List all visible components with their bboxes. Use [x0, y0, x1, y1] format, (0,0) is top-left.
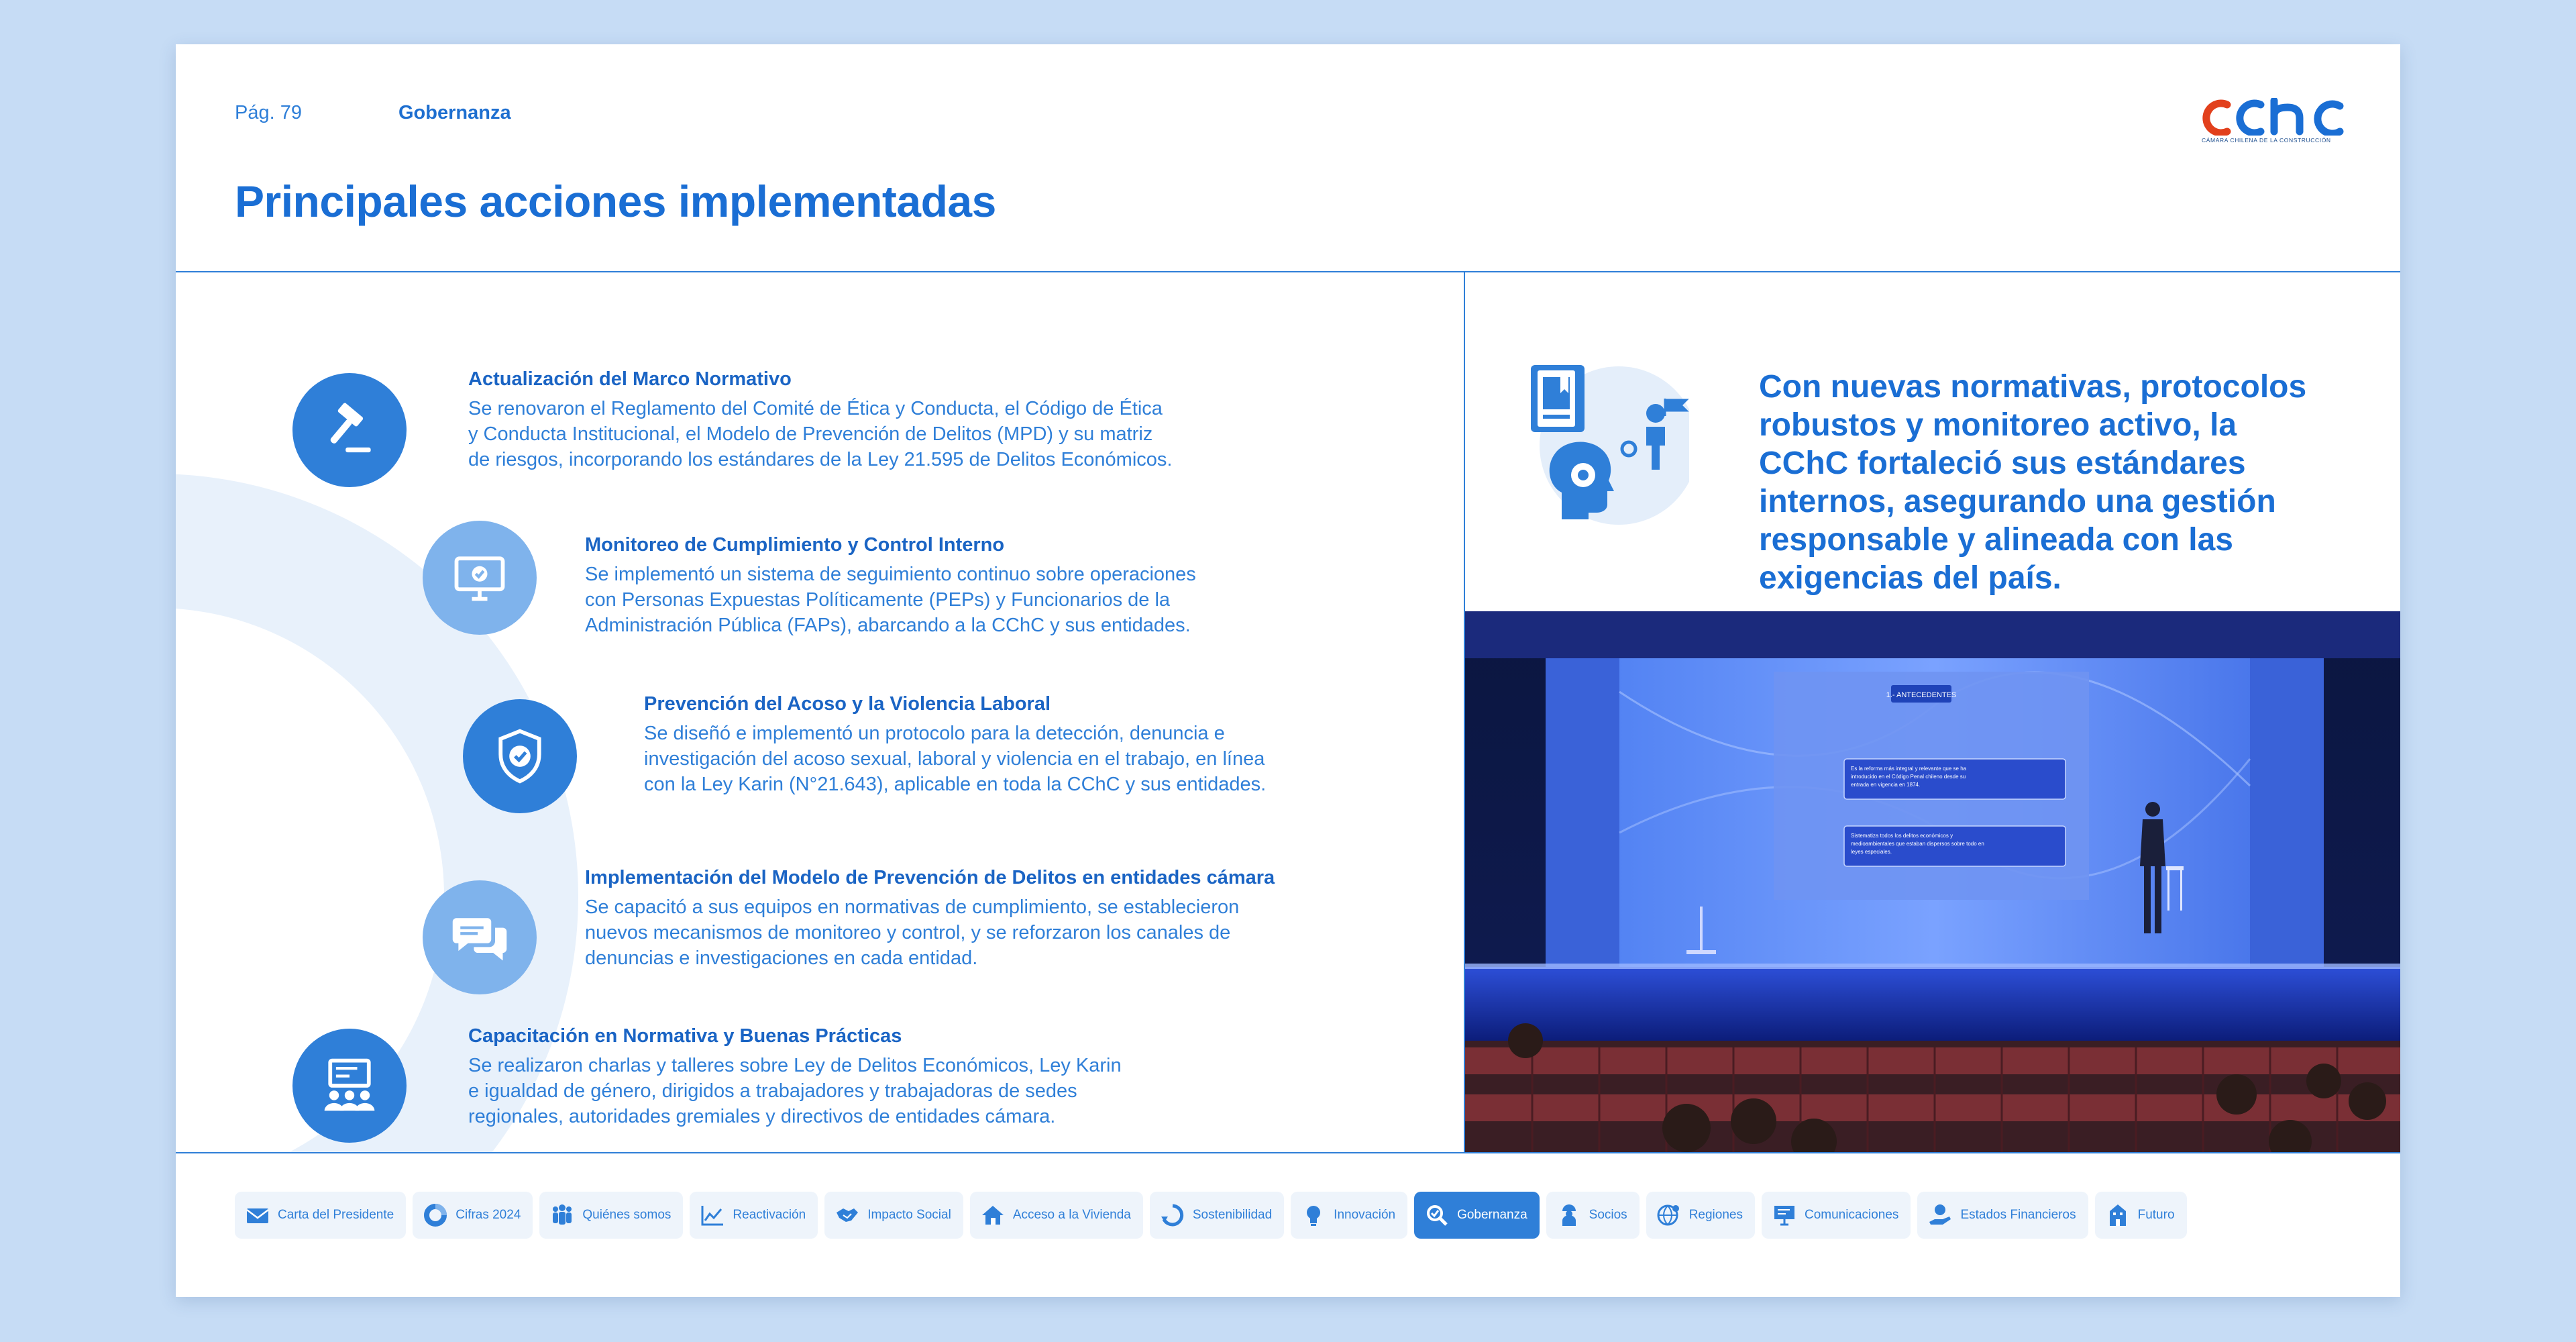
nav-label: Regiones [1688, 1208, 1743, 1222]
worker-icon [1556, 1202, 1582, 1229]
nav-label: Innovación [1334, 1208, 1396, 1222]
divider-bottom [176, 1152, 2400, 1153]
action-line: denuncias e investigaciones en cada entidad. [585, 947, 978, 969]
action-item-acoso [644, 693, 1266, 797]
actions-panel [176, 272, 1464, 1152]
nav-gobernanza[interactable] [1414, 1192, 1540, 1239]
handshake-icon [834, 1202, 861, 1229]
nav-impacto-social[interactable] [824, 1192, 963, 1239]
action-item-mpd-entidades [585, 867, 1275, 971]
nav-label: Sostenibilidad [1192, 1208, 1273, 1222]
screen-box2-line: Sistematiza todos los delitos económicos y [1851, 833, 1953, 839]
action-title: Actualización del Marco Normativo [468, 368, 792, 390]
conference-stage-image [1465, 611, 2400, 1152]
action-line: nuevos mecanismos de monitoreo y control, y se reforzaron los canales de [585, 922, 1231, 943]
report-page [176, 44, 2400, 1297]
donut-chart-icon [422, 1202, 449, 1229]
summary-panel [1465, 272, 2400, 611]
nav-estados-financieros[interactable] [1917, 1192, 2088, 1239]
nav-comunicaciones[interactable] [1762, 1192, 1911, 1239]
logo-subtitle: CÁMARA CHILENA DE LA CONSTRUCCIÓN [2202, 137, 2331, 144]
action-body [468, 396, 1172, 472]
nav-label: Futuro [2137, 1208, 2175, 1222]
nav-cifras[interactable] [413, 1192, 533, 1239]
screen-box1-line: entrada en vigencia en 1874. [1851, 782, 1921, 788]
action-line: Administración Pública (FAPs), abarcando a la CChC y sus entidades. [585, 615, 1191, 636]
presentation-icon [1771, 1202, 1798, 1229]
nav-innovacion[interactable] [1291, 1192, 1407, 1239]
training-board-icon [292, 1029, 407, 1143]
action-body [468, 1053, 1122, 1129]
shield-check-icon [463, 699, 577, 813]
action-title: Monitoreo de Cumplimiento y Control Interno [585, 534, 1005, 556]
nav-quienes-somos[interactable] [539, 1192, 683, 1239]
nav-label: Cifras 2024 [455, 1208, 521, 1222]
cchc-logo[interactable] [2202, 98, 2349, 154]
quote-line: CChC fortaleció sus estándares [1759, 446, 2246, 481]
summary-quote [1759, 368, 2306, 597]
quote-line: responsable y alineada con las [1759, 522, 2233, 558]
quote-line: exigencias del país. [1759, 560, 2061, 596]
action-title: Prevención del Acoso y la Violencia Laboral [644, 693, 1051, 715]
envelope-icon [244, 1202, 271, 1229]
action-line: Se realizaron charlas y talleres sobre Ley de Delitos Económicos, Ley Karin [468, 1055, 1122, 1076]
nav-label: Gobernanza [1457, 1208, 1527, 1222]
section-navigation [235, 1192, 2187, 1239]
line-chart-icon [699, 1202, 726, 1229]
action-line: de riesgos, incorporando los estándares de la Ley 21.595 de Delitos Económicos. [468, 449, 1173, 470]
globe-icon [1656, 1202, 1682, 1229]
screen-box1-line: Es la reforma más integral y relevante que se ha [1851, 766, 1967, 772]
action-line: Se diseñó e implementó un protocolo para la detección, denuncia e [644, 723, 1225, 744]
nav-label: Quiénes somos [582, 1208, 672, 1222]
compliance-illustration-icon [1521, 352, 1689, 526]
nav-acceso-vivienda[interactable] [970, 1192, 1143, 1239]
nav-label: Comunicaciones [1804, 1208, 1899, 1222]
action-item-marco-normativo [468, 368, 1172, 472]
nav-label: Estados Financieros [1960, 1208, 2076, 1222]
action-item-monitoreo [585, 534, 1196, 638]
action-line: e igualdad de género, dirigidos a trabajadores y trabajadoras de sedes [468, 1080, 1077, 1102]
screen-box2-line: leyes especiales. [1851, 849, 1892, 855]
action-line: Se renovaron el Reglamento del Comité de Ética y Conducta, el Código de Ética [468, 398, 1163, 419]
nav-carta-presidente[interactable] [235, 1192, 406, 1239]
quote-line: Con nuevas normativas, protocolos [1759, 369, 2307, 405]
people-icon [549, 1202, 576, 1229]
nav-label: Carta del Presidente [278, 1208, 394, 1222]
screen-box1-line: introducido en el Código Penal chileno desde su [1851, 774, 1966, 780]
action-line: investigación del acoso sexual, laboral y violencia en el trabajo, en línea [644, 748, 1265, 770]
action-line: regionales, autoridades gremiales y directivos de entidades cámara. [468, 1106, 1056, 1127]
action-line: y Conducta Institucional, el Modelo de Prevención de Delitos (MPD) y su matriz [468, 423, 1153, 445]
governance-icon [1424, 1202, 1450, 1229]
action-line: Se capacitó a sus equipos en normativas de cumplimiento, se establecieron [585, 896, 1240, 918]
action-body [585, 562, 1196, 638]
quote-line: robustos y monitoreo activo, la [1759, 407, 2237, 443]
screen-header: 1.- ANTECEDENTES [1886, 691, 1957, 699]
page-title: Principales acciones implementadas [235, 176, 996, 226]
cchc-logo-mark [2202, 98, 2349, 136]
nav-label: Acceso a la Vivienda [1012, 1208, 1131, 1222]
action-body [585, 894, 1275, 971]
action-line: Se implementó un sistema de seguimiento continuo sobre operaciones [585, 564, 1196, 585]
event-photo [1465, 611, 2400, 1152]
action-title: Implementación del Modelo de Prevención de Delitos en entidades cámara [585, 867, 1275, 888]
money-hand-icon [1927, 1202, 1953, 1229]
screen-box2-line: medioambientales que estaban dispersos sobre todo en [1851, 841, 1984, 847]
action-line: con la Ley Karin (N°21.643), aplicable en toda la CChC y sus entidades. [644, 774, 1267, 795]
recycle-icon [1159, 1202, 1186, 1229]
house-icon [979, 1202, 1006, 1229]
nav-futuro[interactable] [2095, 1192, 2187, 1239]
nav-socios[interactable] [1546, 1192, 1640, 1239]
chat-bubbles-icon [423, 880, 537, 994]
nav-label: Socios [1589, 1208, 1627, 1222]
quote-line: internos, asegurando una gestión [1759, 484, 2276, 519]
action-line: con Personas Expuestas Políticamente (PEPs) y Funcionarios de la [585, 589, 1171, 611]
nav-label: Impacto Social [867, 1208, 951, 1222]
action-item-capacitacion [468, 1025, 1122, 1129]
action-title: Capacitación en Normativa y Buenas Prácticas [468, 1025, 902, 1047]
page-number: Pág. 79 [235, 102, 302, 123]
monitor-check-icon [423, 521, 537, 635]
nav-sostenibilidad[interactable] [1150, 1192, 1284, 1239]
section-name: Gobernanza [398, 102, 511, 123]
action-body [644, 721, 1266, 797]
building-icon [2104, 1202, 2131, 1229]
gavel-icon [292, 373, 407, 487]
nav-regiones[interactable] [1646, 1192, 1755, 1239]
lightbulb-icon [1300, 1202, 1327, 1229]
nav-reactivacion[interactable] [690, 1192, 818, 1239]
nav-label: Reactivación [733, 1208, 806, 1222]
